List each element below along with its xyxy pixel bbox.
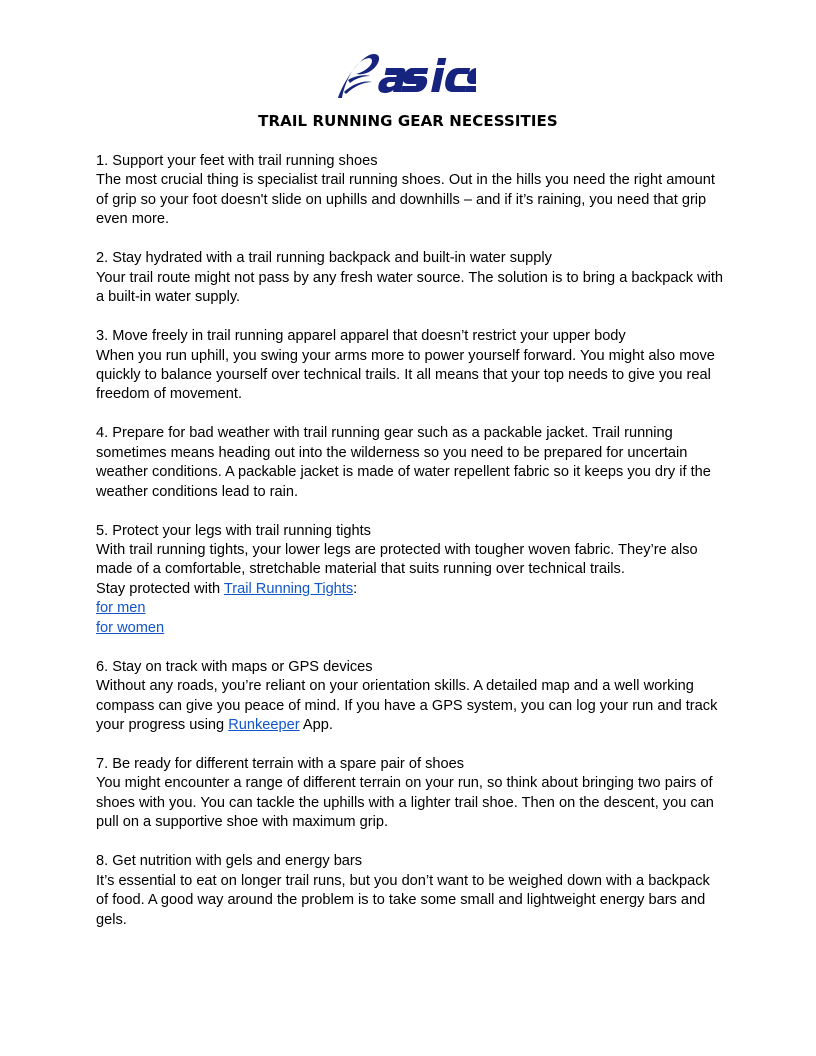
tights-for-women-link[interactable]: for women — [96, 619, 165, 636]
asics-logo-icon — [334, 50, 476, 102]
section-1 — [96, 152, 726, 230]
section-body-suffix: App. — [299, 717, 333, 734]
section-4 — [96, 424, 726, 502]
tights-for-men-link[interactable]: for men — [96, 600, 146, 617]
section-body: When you run uphill, you swing your arms more to power yourself forward. You might also move quickly to balance yourself over technical trails. It all means that your top needs to give you real freedom of movement. — [96, 347, 715, 403]
section-body: Your trail route might not pass by any fresh water source. The solution is to bring a backpack with a built-in water supply. — [96, 269, 724, 306]
section-heading: 7. Be ready for different terrain with a spare pair of shoes — [96, 755, 465, 772]
section-heading: 6. Stay on track with maps or GPS devices — [96, 658, 373, 675]
section-heading: 3. Move freely in trail running apparel apparel that doesn’t restrict your upper body — [96, 328, 626, 345]
section-5 — [96, 522, 726, 639]
section-body — [96, 677, 726, 735]
section-heading: 1. Support your feet with trail running shoes — [96, 153, 378, 169]
runkeeper-link[interactable]: Runkeeper — [228, 717, 300, 734]
section-body: The most crucial thing is specialist trail running shoes. Out in the hills you need the right amount of grip so your foot doesn't slide on uphills and downhills – and if it’s raining, you need that grip even more. — [96, 172, 715, 228]
section-7 — [96, 755, 726, 833]
section-heading: 4. Prepare for bad weather with trail running gear such as a packable jacket. Trail running sometimes means heading out into the wilderness so you need to be prepared for uncertain weather conditions. A packable jacket is made of water repellent fabric so it keeps you dry if the weather conditions lead to rain. — [96, 425, 711, 500]
section-body: You might encounter a range of different terrain on your run, so think about bringing two pairs of shoes with you. You can tackle the uphills with a lighter trail shoe. Then on the descent, you can pull on a supportive shoe with maximum grip. — [96, 775, 714, 831]
section-heading: 5. Protect your legs with trail running tights — [96, 522, 371, 539]
section-body-text: Without any roads, you’re reliant on your orientation skills. A detailed map and a well working compass can give you peace of mind. If you have a GPS system, you can log your run and track your progress using — [96, 678, 718, 734]
asics-logo — [334, 50, 476, 102]
tights-cta-prefix: Stay protected with — [96, 580, 224, 597]
section-6 — [96, 658, 726, 736]
section-3 — [96, 327, 726, 405]
section-2 — [96, 249, 726, 307]
tights-cta-line — [96, 580, 726, 599]
section-body: It’s essential to eat on longer trail runs, but you don’t want to be weighed down with a backpack of food. A good way around the problem is to take some small and lightweight energy bars and gels. — [96, 872, 710, 928]
section-heading: 2. Stay hydrated with a trail running backpack and built-in water supply — [96, 250, 552, 267]
section-heading: 8. Get nutrition with gels and energy bars — [96, 853, 363, 870]
trail-running-tights-link[interactable]: Trail Running Tights — [223, 580, 354, 597]
document-body — [96, 152, 726, 949]
document-title: TRAIL RUNNING GEAR NECESSITIES — [258, 112, 558, 130]
tights-cta-suffix: : — [353, 580, 358, 597]
section-body: With trail running tights, your lower legs are protected with tougher woven fabric. They’re also made of a comfortable, stretchable material that suits running over technical trails. — [96, 542, 698, 578]
section-8 — [96, 852, 726, 930]
